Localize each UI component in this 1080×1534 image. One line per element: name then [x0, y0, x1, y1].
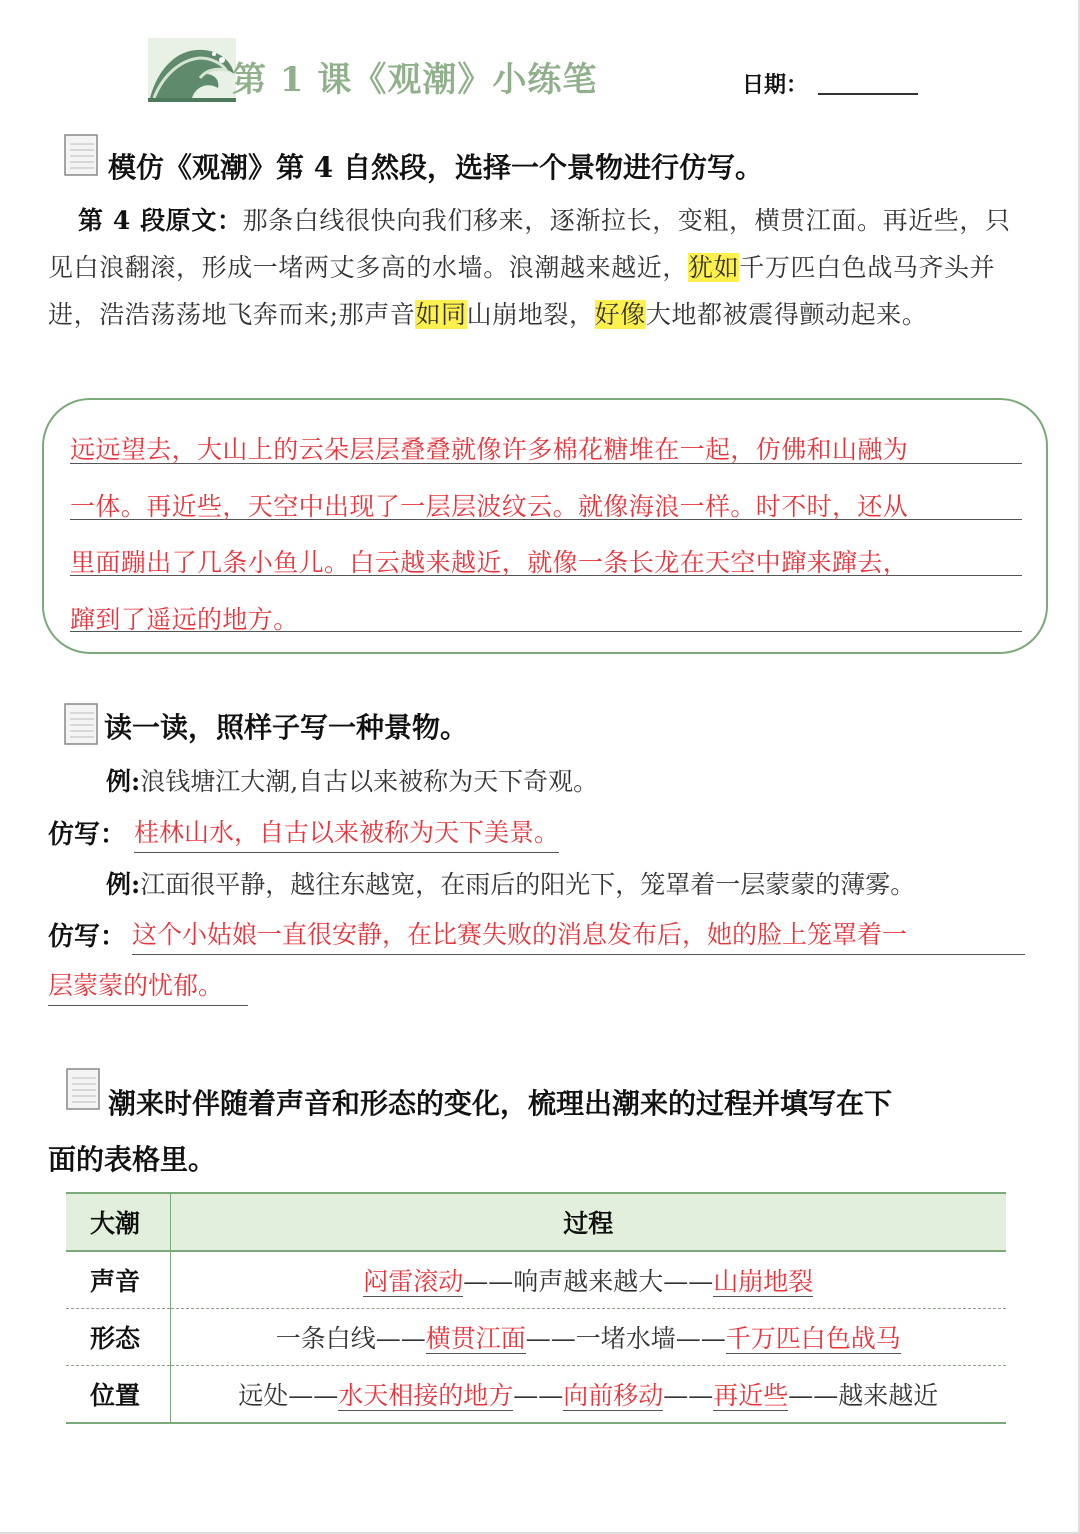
row-label-sound: 声音 [66, 1251, 170, 1309]
row-label-position: 位置 [66, 1366, 170, 1424]
highlight-haoxiang: 好像 [594, 300, 646, 329]
answer-fill: 闷雷滚动 [363, 1267, 464, 1296]
imitation-answer-2b: 层蒙蒙的忧郁。 [48, 966, 248, 1006]
static-text: 一条白线—— [275, 1324, 426, 1353]
answer-text-line: 远远望去，大山上的云朵层层叠叠就像许多棉花糖堆在一起，仿佛和山融为 [70, 435, 909, 464]
table-header-row [66, 1193, 1006, 1251]
static-text: —— [513, 1381, 564, 1410]
example-label: 例: [106, 767, 141, 796]
original-paragraph [48, 197, 1028, 338]
highlight-rutong: 如同 [415, 300, 467, 329]
static-text: ——越来越近 [788, 1381, 939, 1410]
answer-text-line: 蹿到了遥远的地方。 [70, 605, 299, 634]
static-text: 远处—— [238, 1381, 339, 1410]
row-label-shape: 形态 [66, 1309, 170, 1366]
answer-fill: 水天相接的地方 [338, 1381, 514, 1410]
section3-title-line2: 面的表格里。 [48, 1143, 217, 1176]
static-text: ——一堵水墙—— [525, 1324, 726, 1353]
answer-text-line: 一体。再近些，天空中出现了一层层波纹云。就像海浪一样。时不时，还从 [70, 492, 909, 521]
section1-title: 模仿《观潮》第 4 自然段，选择一个景物进行仿写。 [108, 151, 763, 184]
highlight-youru: 犹如 [688, 253, 740, 282]
static-text: ——响声越来越大—— [463, 1267, 714, 1296]
imitation-label: 仿写： [48, 922, 127, 952]
notebook-icon [64, 134, 98, 176]
section3-title: 潮来时伴随着声音和形态的变化，梳理出潮来的过程并填写在下 [108, 1087, 893, 1120]
row-cell-shape [170, 1309, 1006, 1366]
imitation-label: 仿写： [48, 820, 127, 850]
process-table [66, 1192, 1006, 1424]
orig-text-2: 千万匹白色战马齐头并进，浩浩荡荡地飞奔而来;那声音 [48, 253, 996, 329]
header-cell-process: 过程 [170, 1193, 1006, 1251]
answer-fill: 山崩地裂 [713, 1267, 814, 1296]
row-cell-position [170, 1366, 1006, 1424]
answer-fill: 向前移动 [563, 1381, 664, 1410]
imitation-answer-1: 桂林山水，自古以来被称为天下美景。 [134, 813, 559, 853]
row-cell-sound [170, 1251, 1006, 1309]
orig-text-4: 大地都被震得颤动起来。 [645, 300, 928, 329]
original-label: 第 4 段原文： [78, 206, 243, 235]
example-1 [106, 762, 598, 798]
section2-title: 读一读，照样子写一种景物。 [104, 711, 469, 744]
wave-logo-icon [148, 38, 236, 102]
answer-fill: 千万匹白色战马 [725, 1324, 901, 1353]
page-title: 第 1 课《观潮》小练笔 [232, 60, 598, 100]
table-row [66, 1309, 1006, 1366]
static-text: —— [663, 1381, 714, 1410]
answer-text-line: 里面蹦出了几条小鱼儿。白云越来越近，就像一条长龙在天空中蹿来蹿去， [70, 548, 909, 577]
date-label: 日期： [742, 72, 809, 98]
example-text: 江面很平静，越往东越宽，在雨后的阳光下，笼罩着一层蒙蒙的薄雾。 [140, 870, 916, 899]
notebook-icon [64, 703, 98, 745]
orig-text-1: 那条白线很快向我们移来，逐渐拉长，变粗，横贯江面。再近些，只见白浪翻滚，形成一堵两丈多高的水墙。浪潮越来越近， [48, 206, 1011, 282]
example-text: 浪钱塘江大潮,自古以来被称为天下奇观。 [140, 767, 599, 796]
example-label: 例: [106, 870, 141, 899]
example-2 [106, 865, 915, 901]
notebook-icon [66, 1068, 100, 1110]
table-row [66, 1251, 1006, 1309]
imitation-answer-2: 这个小姑娘一直很安静，在比赛失败的消息发布后，她的脸上笼罩着一 [132, 915, 1025, 955]
header-cell-tide: 大潮 [66, 1193, 170, 1251]
orig-text-3: 山崩地裂， [466, 300, 595, 329]
answer-fill: 横贯江面 [425, 1324, 526, 1353]
date-input-line[interactable] [818, 93, 918, 95]
answer-fill: 再近些 [713, 1381, 789, 1410]
table-row [66, 1366, 1006, 1424]
